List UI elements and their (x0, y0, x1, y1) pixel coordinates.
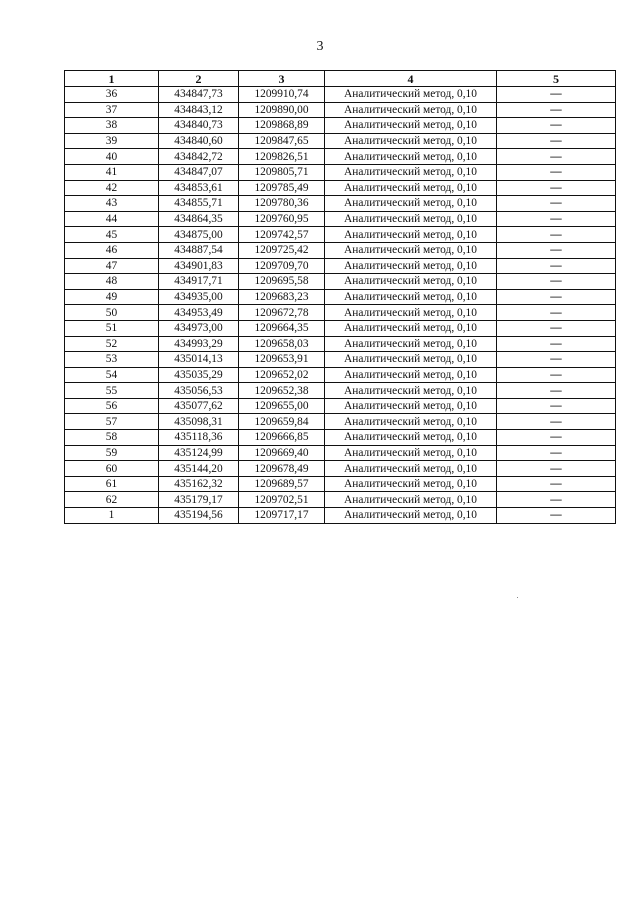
cell-point-number: 46 (65, 242, 159, 258)
cell-description: — (497, 352, 616, 368)
cell-point-number: 52 (65, 336, 159, 352)
header-cell-y: 3 (239, 71, 325, 87)
cell-x: 434843,12 (159, 102, 239, 118)
cell-y: 1209702,51 (239, 492, 325, 508)
cell-x: 435144,20 (159, 461, 239, 477)
cell-point-number: 44 (65, 211, 159, 227)
cell-y: 1209742,57 (239, 227, 325, 243)
table-row (65, 492, 616, 508)
header-cell-x: 2 (159, 71, 239, 87)
cell-description: — (497, 258, 616, 274)
cell-method: Аналитический метод, 0,10 (325, 118, 497, 134)
cell-y: 1209678,49 (239, 461, 325, 477)
table-row (65, 305, 616, 321)
table-row (65, 289, 616, 305)
cell-method: Аналитический метод, 0,10 (325, 180, 497, 196)
cell-description: — (497, 180, 616, 196)
cell-method: Аналитический метод, 0,10 (325, 320, 497, 336)
cell-description: — (497, 430, 616, 446)
cell-point-number: 42 (65, 180, 159, 196)
cell-x: 434847,73 (159, 87, 239, 103)
table-row (65, 87, 616, 103)
table-row (65, 258, 616, 274)
table-header (65, 71, 616, 87)
cell-description: — (497, 87, 616, 103)
cell-method: Аналитический метод, 0,10 (325, 164, 497, 180)
table-row (65, 398, 616, 414)
table-row (65, 180, 616, 196)
cell-point-number: 56 (65, 398, 159, 414)
cell-method: Аналитический метод, 0,10 (325, 227, 497, 243)
cell-x: 434973,00 (159, 320, 239, 336)
table-row (65, 196, 616, 212)
cell-point-number: 54 (65, 367, 159, 383)
table-row (65, 336, 616, 352)
cell-x: 435077,62 (159, 398, 239, 414)
table-row (65, 227, 616, 243)
cell-method: Аналитический метод, 0,10 (325, 258, 497, 274)
table-row (65, 445, 616, 461)
table-row (65, 320, 616, 336)
cell-point-number: 59 (65, 445, 159, 461)
cell-y: 1209826,51 (239, 149, 325, 165)
cell-y: 1209785,49 (239, 180, 325, 196)
coordinates-table (64, 70, 616, 524)
cell-y: 1209780,36 (239, 196, 325, 212)
cell-point-number: 55 (65, 383, 159, 399)
header-cell-description: 5 (497, 71, 616, 87)
cell-method: Аналитический метод, 0,10 (325, 274, 497, 290)
cell-description: — (497, 398, 616, 414)
cell-description: — (497, 118, 616, 134)
cell-y: 1209910,74 (239, 87, 325, 103)
cell-y: 1209664,35 (239, 320, 325, 336)
cell-point-number: 48 (65, 274, 159, 290)
table-row (65, 461, 616, 477)
cell-y: 1209652,02 (239, 367, 325, 383)
cell-point-number: 37 (65, 102, 159, 118)
cell-method: Аналитический метод, 0,10 (325, 87, 497, 103)
cell-description: — (497, 289, 616, 305)
cell-x: 435056,53 (159, 383, 239, 399)
cell-point-number: 51 (65, 320, 159, 336)
table-row (65, 118, 616, 134)
cell-method: Аналитический метод, 0,10 (325, 196, 497, 212)
cell-method: Аналитический метод, 0,10 (325, 289, 497, 305)
cell-x: 435035,29 (159, 367, 239, 383)
cell-description: — (497, 133, 616, 149)
table-row (65, 102, 616, 118)
cell-point-number: 36 (65, 87, 159, 103)
cell-x: 434840,60 (159, 133, 239, 149)
page-number: 3 (316, 39, 324, 54)
cell-y: 1209659,84 (239, 414, 325, 430)
cell-x: 434853,61 (159, 180, 239, 196)
cell-x: 435124,99 (159, 445, 239, 461)
table-row (65, 367, 616, 383)
cell-point-number: 49 (65, 289, 159, 305)
cell-y: 1209683,23 (239, 289, 325, 305)
cell-point-number: 1 (65, 508, 159, 524)
scan-speck (517, 597, 518, 598)
cell-x: 434875,00 (159, 227, 239, 243)
cell-method: Аналитический метод, 0,10 (325, 414, 497, 430)
cell-method: Аналитический метод, 0,10 (325, 508, 497, 524)
cell-y: 1209672,78 (239, 305, 325, 321)
cell-y: 1209847,65 (239, 133, 325, 149)
table-body (65, 87, 616, 524)
header-cell-method: 4 (325, 71, 497, 87)
cell-x: 434842,72 (159, 149, 239, 165)
header-row (65, 71, 616, 87)
cell-point-number: 62 (65, 492, 159, 508)
cell-x: 434840,73 (159, 118, 239, 134)
cell-description: — (497, 149, 616, 165)
table-row (65, 508, 616, 524)
cell-x: 434993,29 (159, 336, 239, 352)
cell-y: 1209717,17 (239, 508, 325, 524)
cell-description: — (497, 367, 616, 383)
cell-point-number: 58 (65, 430, 159, 446)
cell-x: 434847,07 (159, 164, 239, 180)
cell-description: — (497, 445, 616, 461)
cell-x: 435098,31 (159, 414, 239, 430)
cell-point-number: 57 (65, 414, 159, 430)
cell-point-number: 61 (65, 476, 159, 492)
cell-method: Аналитический метод, 0,10 (325, 461, 497, 477)
cell-x: 434917,71 (159, 274, 239, 290)
table-row (65, 414, 616, 430)
cell-y: 1209653,91 (239, 352, 325, 368)
cell-y: 1209652,38 (239, 383, 325, 399)
cell-y: 1209805,71 (239, 164, 325, 180)
cell-description: — (497, 211, 616, 227)
cell-description: — (497, 508, 616, 524)
cell-point-number: 60 (65, 461, 159, 477)
cell-description: — (497, 274, 616, 290)
cell-description: — (497, 476, 616, 492)
cell-description: — (497, 102, 616, 118)
cell-method: Аналитический метод, 0,10 (325, 383, 497, 399)
cell-point-number: 38 (65, 118, 159, 134)
cell-description: — (497, 320, 616, 336)
cell-method: Аналитический метод, 0,10 (325, 305, 497, 321)
table-row (65, 383, 616, 399)
cell-method: Аналитический метод, 0,10 (325, 367, 497, 383)
cell-x: 435014,13 (159, 352, 239, 368)
cell-x: 434887,54 (159, 242, 239, 258)
cell-method: Аналитический метод, 0,10 (325, 398, 497, 414)
cell-y: 1209658,03 (239, 336, 325, 352)
cell-description: — (497, 227, 616, 243)
cell-x: 435194,56 (159, 508, 239, 524)
cell-x: 434901,83 (159, 258, 239, 274)
cell-x: 434953,49 (159, 305, 239, 321)
table-row (65, 242, 616, 258)
cell-method: Аналитический метод, 0,10 (325, 352, 497, 368)
cell-x: 435179,17 (159, 492, 239, 508)
cell-method: Аналитический метод, 0,10 (325, 133, 497, 149)
cell-y: 1209655,00 (239, 398, 325, 414)
table-row (65, 274, 616, 290)
cell-description: — (497, 305, 616, 321)
cell-x: 434855,71 (159, 196, 239, 212)
cell-method: Аналитический метод, 0,10 (325, 211, 497, 227)
table-row (65, 211, 616, 227)
cell-x: 434935,00 (159, 289, 239, 305)
cell-description: — (497, 461, 616, 477)
cell-method: Аналитический метод, 0,10 (325, 336, 497, 352)
table-row (65, 133, 616, 149)
cell-point-number: 50 (65, 305, 159, 321)
cell-description: — (497, 414, 616, 430)
cell-point-number: 40 (65, 149, 159, 165)
table-row (65, 430, 616, 446)
table-row (65, 352, 616, 368)
cell-y: 1209709,70 (239, 258, 325, 274)
cell-description: — (497, 242, 616, 258)
cell-point-number: 43 (65, 196, 159, 212)
table-row (65, 476, 616, 492)
cell-y: 1209868,89 (239, 118, 325, 134)
cell-y: 1209760,95 (239, 211, 325, 227)
cell-method: Аналитический метод, 0,10 (325, 149, 497, 165)
header-cell-point-number: 1 (65, 71, 159, 87)
cell-method: Аналитический метод, 0,10 (325, 242, 497, 258)
cell-x: 434864,35 (159, 211, 239, 227)
cell-y: 1209666,85 (239, 430, 325, 446)
cell-method: Аналитический метод, 0,10 (325, 476, 497, 492)
cell-method: Аналитический метод, 0,10 (325, 102, 497, 118)
cell-y: 1209890,00 (239, 102, 325, 118)
cell-description: — (497, 164, 616, 180)
cell-description: — (497, 336, 616, 352)
cell-point-number: 45 (65, 227, 159, 243)
cell-x: 435118,36 (159, 430, 239, 446)
cell-y: 1209689,57 (239, 476, 325, 492)
table-row (65, 149, 616, 165)
cell-y: 1209669,40 (239, 445, 325, 461)
cell-description: — (497, 196, 616, 212)
table-row (65, 164, 616, 180)
cell-point-number: 53 (65, 352, 159, 368)
cell-y: 1209695,58 (239, 274, 325, 290)
cell-method: Аналитический метод, 0,10 (325, 445, 497, 461)
cell-method: Аналитический метод, 0,10 (325, 492, 497, 508)
cell-point-number: 47 (65, 258, 159, 274)
cell-x: 435162,32 (159, 476, 239, 492)
cell-point-number: 41 (65, 164, 159, 180)
cell-point-number: 39 (65, 133, 159, 149)
cell-y: 1209725,42 (239, 242, 325, 258)
cell-method: Аналитический метод, 0,10 (325, 430, 497, 446)
cell-description: — (497, 383, 616, 399)
cell-description: — (497, 492, 616, 508)
